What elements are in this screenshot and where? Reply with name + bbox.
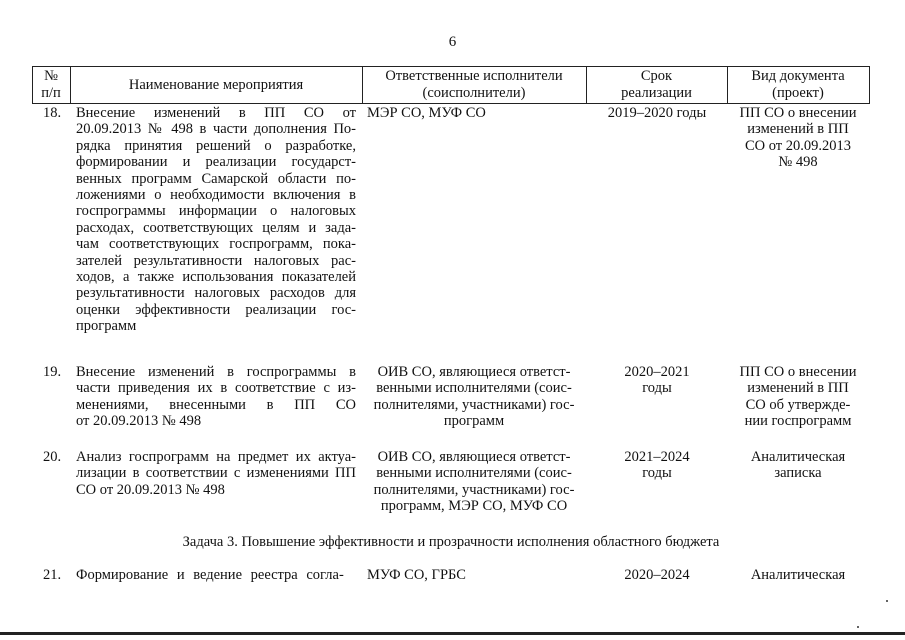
row-doc-line: изменений в ПП — [747, 121, 849, 138]
header-doc-line: (проект) — [772, 85, 824, 101]
row-term-line: годы — [642, 465, 672, 482]
row-name-line: зателей результативности налоговых рас- — [76, 252, 356, 269]
row-doc-line: Аналитическая — [750, 449, 846, 465]
row-responsible: МУФ СО, ГРБС — [367, 567, 466, 583]
row-name — [76, 449, 356, 498]
header-term-line: Срок — [640, 68, 673, 84]
row-name-line: госпрограммы информации о налоговых — [76, 203, 356, 220]
row-name: Формирование и ведение реестра согла- — [76, 567, 344, 583]
header-term-line: реализации — [621, 85, 692, 101]
row-name-line: ложениями о необходимости включения в — [76, 187, 356, 204]
row-doc — [729, 364, 867, 430]
row-name-line: Анализ госпрограмм на предмет их актуа- — [76, 449, 356, 465]
row-name-line: расходах, соответствующих целям и зада- — [76, 219, 356, 236]
row-doc-line: изменений в ПП — [747, 380, 849, 397]
row-name-line: формировании и реализации государст- — [76, 154, 356, 171]
row-term-line: 2021–2024 — [624, 449, 690, 465]
col-rule-6 — [869, 66, 870, 103]
row-doc-line: № 498 — [778, 154, 818, 171]
row-name-line: венных программ Самарской области по- — [76, 170, 356, 187]
row-doc-line: ПП СО о внесении — [739, 105, 857, 121]
row-responsible-line: полнителями, участниками) гос- — [373, 396, 575, 413]
header-doc-line: Вид документа — [751, 68, 845, 84]
row-responsible-line: программ — [443, 413, 505, 430]
row-name-line: рядка принятия решений о разработке, — [76, 137, 356, 154]
row-name-line: СО от 20.09.2013 № 498 — [76, 481, 225, 498]
row-number: 20. — [43, 449, 62, 465]
row-responsible-line: полнителями, участниками) гос- — [373, 481, 575, 498]
row-name-line: от 20.09.2013 № 498 — [76, 413, 202, 430]
row-responsible — [367, 105, 582, 121]
row-term-line: годы — [642, 380, 672, 397]
row-name-line: программ — [76, 318, 137, 335]
row-number: 19. — [43, 364, 62, 380]
row-name-line: результативности налоговых расходов для — [76, 285, 356, 302]
row-doc-line: ПП СО о внесении — [739, 364, 857, 380]
row-responsible — [362, 449, 586, 515]
header-num-line: п/п — [41, 85, 61, 101]
row-responsible-line: венными исполнителями (соис- — [376, 465, 572, 482]
row-term: 2020–2024 — [624, 567, 690, 583]
row-doc-line: записка — [774, 465, 822, 482]
row-name-line: Внесение изменений в ПП СО от — [76, 105, 356, 121]
header-bottom-rule — [32, 103, 870, 104]
scan-bottom-edge — [0, 632, 905, 635]
row-term-line: 2019–2020 годы — [607, 105, 707, 121]
row-number: 21. — [43, 567, 62, 583]
row-number: 18. — [43, 105, 62, 121]
row-term — [590, 364, 724, 397]
header-num — [32, 68, 70, 102]
row-responsible-line: ОИВ СО, являющиеся ответст- — [377, 449, 571, 465]
row-name — [76, 105, 356, 335]
header-term — [586, 68, 727, 102]
row-name — [76, 364, 356, 430]
task-heading: Задача 3. Повышение эффективности и прозрачности исполнения областного бюджета — [182, 534, 720, 550]
row-name-line: части приведения их в соответствие с из- — [76, 380, 356, 397]
row-name-line: оценки эффективности реализации гос- — [76, 301, 356, 318]
row-term — [590, 105, 724, 121]
header-name: Наименование мероприятия — [128, 77, 304, 93]
row-name-line: лизации в соответствии с изменениями ПП — [76, 465, 356, 482]
header-doc — [727, 68, 869, 102]
header-responsible-line: (соисполнители) — [422, 85, 526, 101]
row-term — [590, 449, 724, 482]
row-doc: Аналитическая — [750, 567, 846, 583]
row-name-line: ходов, а также использования показателей — [76, 269, 356, 286]
row-responsible-line: венными исполнителями (соис- — [376, 380, 572, 397]
table-top-rule — [32, 66, 870, 67]
row-doc-line: нии госпрограмм — [744, 413, 852, 430]
row-name-line: менениями, внесенными в ПП СО — [76, 396, 356, 413]
page-number: 6 — [448, 34, 457, 50]
row-doc-line: СО об утвержде- — [745, 396, 851, 413]
row-responsible — [362, 364, 586, 430]
header-responsible — [362, 68, 586, 102]
row-term-line: 2020–2021 — [624, 364, 690, 380]
scan-speck — [857, 626, 859, 628]
row-name-line: чам соответствующих госпрограмм, пока- — [76, 236, 356, 253]
scan-speck — [886, 600, 888, 602]
row-name-line: Внесение изменений в госпрограммы в — [76, 364, 356, 380]
row-doc — [729, 105, 867, 171]
row-doc — [729, 449, 867, 482]
row-responsible-line: МЭР СО, МУФ СО — [367, 105, 486, 121]
row-doc-line: СО от 20.09.2013 — [744, 137, 852, 154]
row-responsible-line: программ, МЭР СО, МУФ СО — [380, 498, 568, 515]
header-responsible-line: Ответственные исполнители — [385, 68, 563, 84]
row-responsible-line: ОИВ СО, являющиеся ответст- — [377, 364, 571, 380]
header-num-line: № — [44, 68, 58, 84]
row-name-line: 20.09.2013 № 498 в части дополнения По- — [76, 121, 356, 138]
